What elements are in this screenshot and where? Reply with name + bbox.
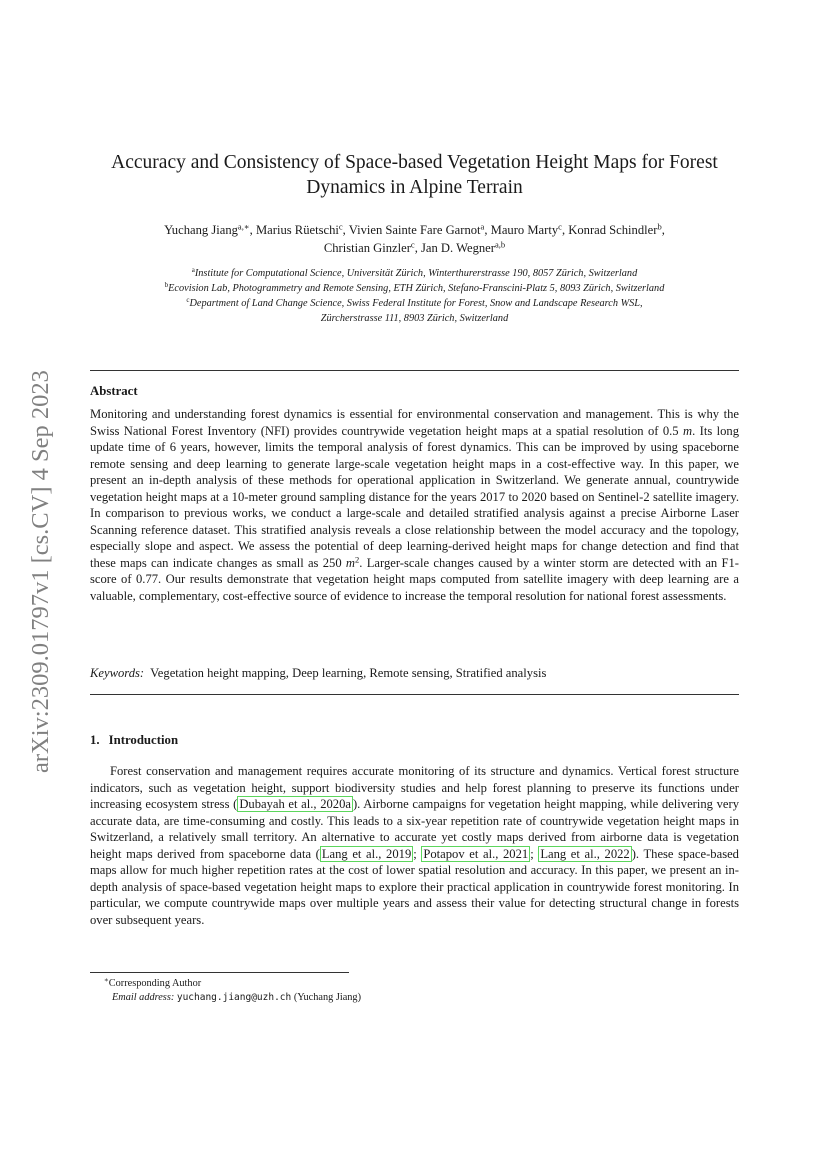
author: Marius Rüetschi$^c$,: [255, 221, 349, 237]
introduction-paragraph: Forest conservation and management requires accurate monitoring of its structure and dynamics. Vertical forest structure indicators, such as vegetation height, support biodiversity studies and help forest planning to preserve its functions under increasing ecosystem stress ( Dubayah et al., 2020a ). Airborne campaigns for vegetation height mapping, while delivering very accurate data, are time-consuming and costly. This leads to a six-year repetition rate of countrywide vegetation height maps in Switzerland, a relatively small territory. An alternative to accurate yet costly maps derived from airborne data is vegetation height maps derived from spaceborne data ( Lang et al., 2019 ; Potapov et al., 2021 ; Lang et al., 2022 ). These space-based maps allow for much higher repetition rates at the cost of lower spatial resolution and accuracy. In this paper, we present an in-depth analysis of space-based vegetation height maps to explore their practical application in countrywide forest monitoring. In particular, we compute countrywide maps over multiple years and assess their value for detecting structural change in forests over subsequent years.: [90, 764, 739, 927]
affiliation: $^a$Institute for Computational Science, Universität Zürich, Winterthurerstrasse 190, 8057 Zürich, Switzerland: [191, 266, 638, 279]
footnote-rule: [90, 972, 349, 973]
affiliation: $^b$Ecovision Lab, Photogrammetry and Remote Sensing, ETH Zürich, Stefano-Franscini-Platz 5, 8093 Zürich, Switzerland: [164, 281, 665, 294]
email-address[interactable]: yuchang.jiang@uzh.ch: [176, 992, 292, 1003]
keywords-text: Vegetation height mapping, Deep learning, Remote sensing, Stratified analysis: [150, 666, 547, 680]
abstract-top-rule: [90, 370, 739, 371]
author: Jan D. Wegner$^{a,b}$: [421, 239, 506, 255]
author: Vivien Sainte Fare Garnot$^a$,: [348, 221, 491, 237]
author: Christian Ginzler$^c$,: [323, 239, 421, 255]
footnote: [90, 977, 739, 1005]
keywords-label: Keywords:: [90, 666, 145, 680]
citation-link[interactable]: Dubayah et al., 2020a: [239, 797, 351, 811]
affiliation: $^c$Department of Land Change Science, Swiss Federal Institute for Forest, Snow and Landscape Research WSL,: [186, 296, 643, 309]
citation-link[interactable]: Lang et al., 2022: [540, 846, 630, 861]
author: Konrad Schindler$^b$,: [568, 221, 665, 237]
citation-link[interactable]: Lang et al., 2019: [321, 846, 412, 861]
paper-title: Accuracy and Consistency of Space-based Vegetation Height Maps for Forest Dynamics in Alpine Terrain: [111, 152, 718, 198]
keywords: [90, 665, 739, 682]
affiliation: Zürcherstrasse 111, 8903 Zürich, Switzerland: [320, 313, 509, 324]
abstract-heading: Abstract: [90, 384, 138, 398]
affiliation-list: [90, 266, 739, 326]
author: Mauro Marty$^c$,: [490, 221, 569, 237]
abstract-text: Monitoring and understanding forest dynamics is essential for environmental conservation and management. This is why the Swiss National Forest Inventory (NFI) provides countrywide vegetation height maps at a spatial resolution of 0.5 m. Its long update time of 6 years, however, limits the temporal analysis of forest dynamics. This can be improved by using spaceborne remote sensing and deep learning to generate large-scale vegetation height maps in a cost-effective way. In this paper, we present an in-depth analysis of these methods for operational application in Switzerland. We generate annual, countrywide vegetation height maps at a 10-meter ground sampling distance for the years 2017 to 2020 based on Sentinel-2 satellite imagery. In comparison to previous works, we conduct a large-scale and detailed stratified analysis against a precise Airborne Laser Scanning reference dataset. This stratified analysis reveals a close relationship between the model accuracy and the topology, especially slope and aspect. We assess the potential of deep learning-derived height maps for change detection and find that these maps can indicate changes as small as 250 $m^2$. Larger-scale changes caused by a winter storm are detected with an F1-score of 0.77. Our results demonstrate that vegetation height maps computed from satellite imagery with deep learning are a valuable, complementary, cost-effective source of evidence to increase the temporal resolution for national forest assessments.: [90, 407, 739, 603]
author: Yuchang Jiang$^{a,∗}$,: [164, 221, 256, 237]
section-heading: 1. Introduction: [90, 733, 179, 747]
email-note: Email address: yuchang.jiang@uzh.ch (Yuchang Jiang): [112, 992, 362, 1003]
abstract-bottom-rule: [90, 694, 739, 695]
corresponding-author-note: ∗Corresponding Author: [104, 976, 202, 989]
author-list: [90, 221, 739, 257]
arxiv-identifier: arXiv:2309.01797v1 [cs.CV] 4 Sep 2023: [27, 370, 54, 773]
citation-link[interactable]: Potapov et al., 2021: [423, 846, 529, 861]
